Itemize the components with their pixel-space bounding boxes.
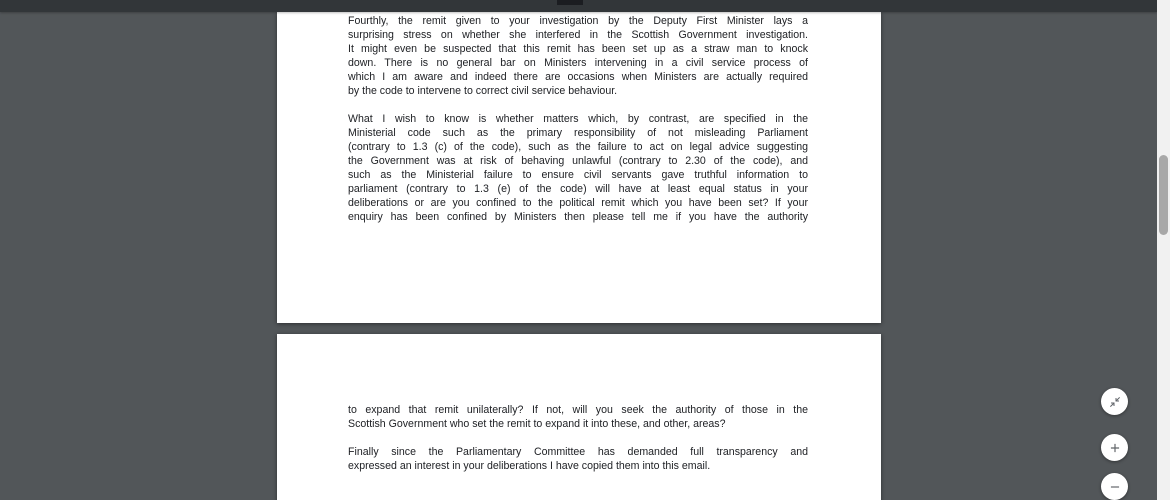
text-line: Ministerial code such as the primary responsibility of not misleading Parliament [348,127,808,139]
page-text [277,12,881,224]
scrollbar-track[interactable] [1157,0,1170,500]
text-line: by the code to intervene to correct civil service behaviour. [348,85,618,97]
zoom-out-button[interactable] [1101,473,1128,500]
text-line: It might even be suspected that this remit has been set up as a straw man to knock [348,43,808,55]
paragraph [348,403,808,431]
fit-to-page-icon [1109,396,1121,408]
text-line: Scottish Government who set the remit to expand it into these, and other, areas? [348,418,726,430]
text-line: which I am aware and indeed there are occasions when Ministers are actually required [348,71,808,83]
text-line: the Government was at risk of behaving unlawful (contrary to 2.30 of the code), and [348,155,808,167]
pdf-page [277,12,881,323]
text-line: (contrary to 1.3 (c) of the code), such as the failure to act on legal advice suggesting [348,141,808,153]
text-line: What I wish to know is whether matters which, by contrast, are specified in the [348,113,808,125]
zoom-in-icon [1108,441,1122,455]
scrollbar-thumb[interactable] [1159,155,1168,235]
paragraph [348,112,808,224]
text-line: deliberations or are you confined to the political remit which you have been set? If your [348,197,808,209]
pdf-canvas[interactable] [0,12,1157,500]
paragraph [348,14,808,98]
pdf-page [277,334,881,500]
fit-to-page-button[interactable] [1101,388,1128,415]
pdf-toolbar [0,0,1157,12]
page-text [277,334,881,473]
paragraph [348,445,808,473]
text-line: parliament (contrary to 1.3 (e) of the code) will have at least equal status in your [348,183,808,195]
text-line: Finally since the Parliamentary Committee has demanded full transparency and [348,446,808,458]
zoom-out-icon [1108,480,1122,494]
text-line: enquiry has been confined by Ministers then please tell me if you have the authority [348,211,808,223]
text-line: surprising stress on whether she interfered in the Scottish Government investigation. [348,29,808,41]
zoom-in-button[interactable] [1101,434,1128,461]
text-line: expressed an interest in your deliberations I have copied them into this email. [348,460,711,472]
text-line: Fourthly, the remit given to your investigation by the Deputy First Minister lays a [348,15,808,27]
text-line: down. There is no general bar on Ministers intervening in a civil service process of [348,57,808,69]
text-line: to expand that remit unilaterally? If not, will you seek the authority of those in the [348,404,808,416]
page-number-input[interactable] [557,0,583,5]
text-line: such as the Ministerial failure to ensure civil servants gave truthful information to [348,169,808,181]
